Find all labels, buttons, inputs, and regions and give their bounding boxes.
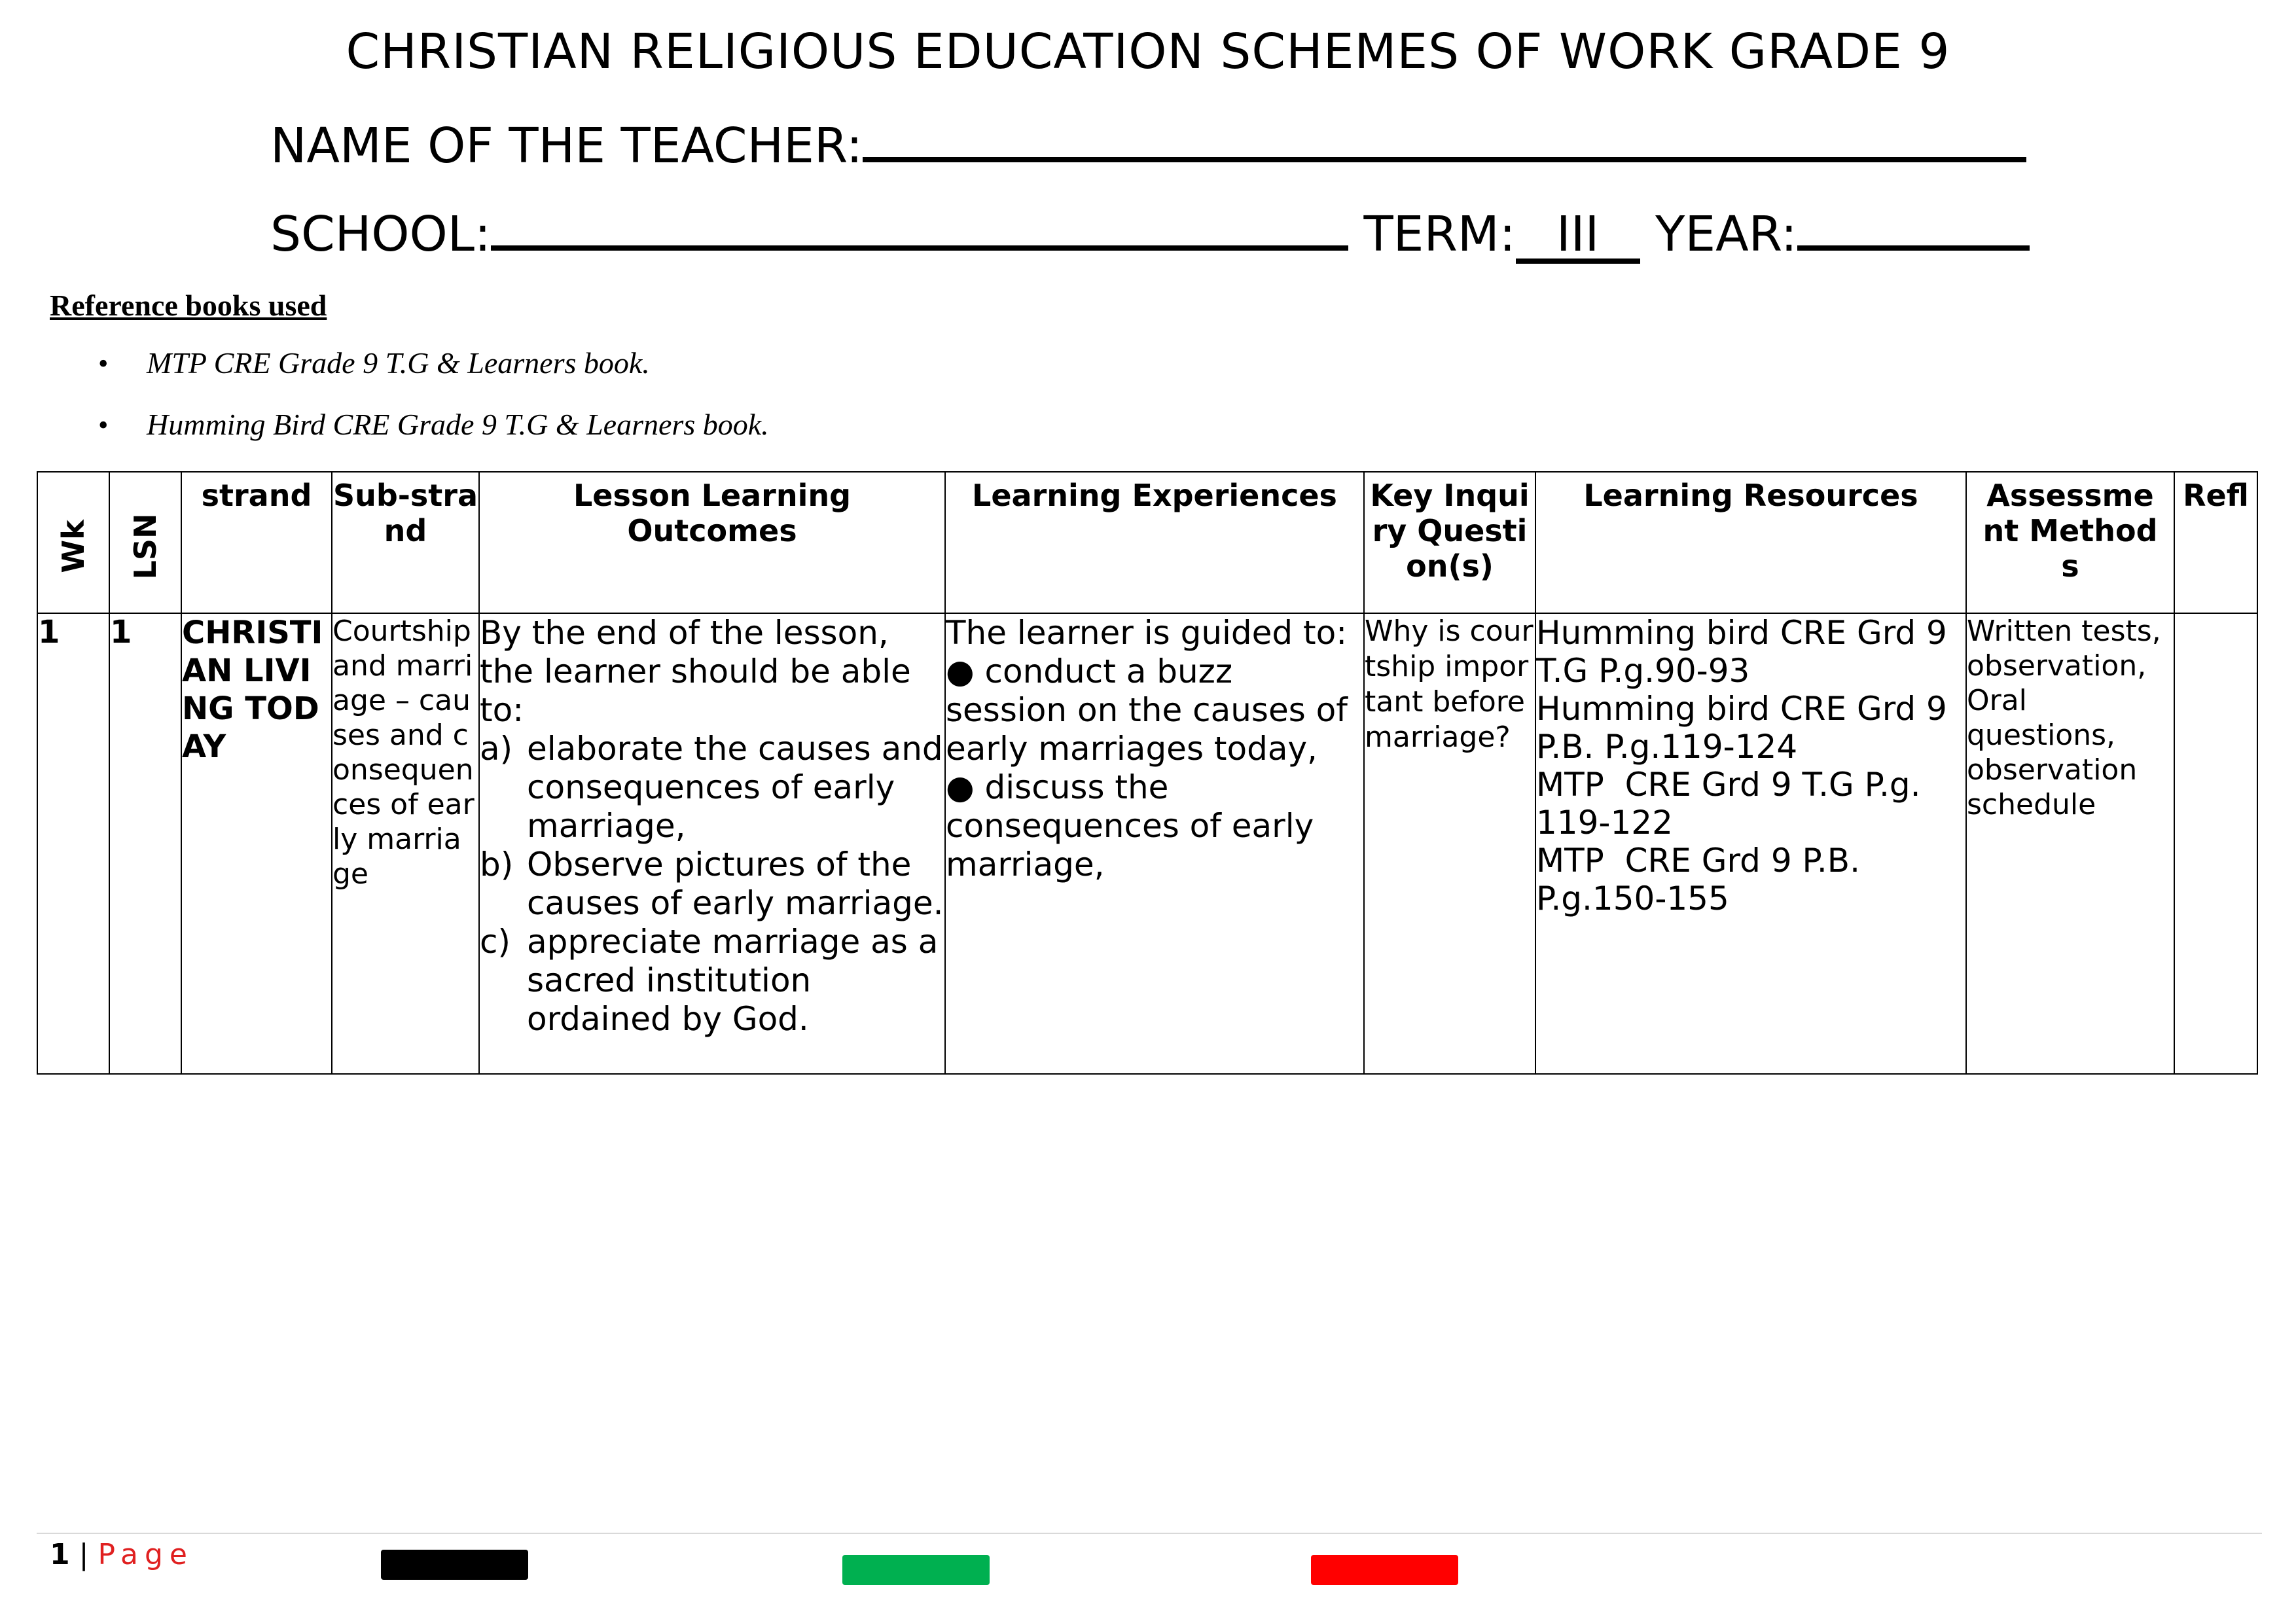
- table-row: [37, 613, 2257, 1074]
- reference-book-text: Humming Bird CRE Grade 9 T.G & Learners book.: [147, 408, 769, 441]
- reference-books-list: [98, 346, 769, 469]
- col-header-reflection: Refl: [2174, 472, 2257, 613]
- reference-book-item: [98, 346, 769, 407]
- teacher-label: NAME OF THE TEACHER:: [270, 118, 863, 174]
- bullet-icon: •: [98, 409, 109, 441]
- outcome-item: c) appreciate marriage as a sacred institution ordained by God.: [480, 923, 939, 1038]
- resource-item: Humming bird CRE Grd 9 P.B. P.g.119-124: [1536, 690, 1947, 766]
- col-header-strand: strand: [181, 472, 332, 613]
- col-header-experiences: Learning Experiences: [945, 472, 1364, 613]
- document-title: CHRISTIAN RELIGIOUS EDUCATION SCHEMES OF WORK GRADE 9: [346, 24, 1950, 80]
- page-label: Page: [98, 1538, 194, 1571]
- year-label: YEAR:: [1655, 206, 1797, 262]
- table-header-row: [37, 472, 2257, 613]
- cell-lesson: 1: [109, 613, 181, 1074]
- year-blank[interactable]: [1797, 198, 2030, 251]
- reference-book-text: MTP CRE Grade 9 T.G & Learners book.: [147, 346, 650, 380]
- reference-book-item: [98, 407, 769, 469]
- col-header-inquiry: Key Inquiry Question(s): [1364, 472, 1535, 613]
- cell-experiences: [945, 613, 1364, 1074]
- cell-outcomes: [479, 613, 945, 1074]
- cell-strand: CHRISTIAN LIVING TODAY: [181, 613, 332, 1074]
- col-header-assessment: Assessment Methods: [1966, 472, 2174, 613]
- cell-inquiry-question: Why is courtship important before marriage?: [1364, 613, 1535, 1074]
- experience-item: ● discuss the consequences of early marriage,: [946, 768, 1314, 883]
- term-label: TERM:: [1363, 206, 1516, 262]
- experience-item: ● conduct a buzz session on the causes of early marriages today,: [946, 652, 1348, 768]
- col-header-week: Wk: [37, 472, 109, 613]
- teacher-name-line: [270, 110, 2026, 174]
- cell-substrand: Courtship and marriage – causes and consequences of early marriage: [332, 613, 479, 1074]
- resource-item: MTP CRE Grd 9 T.G P.g. 119-122: [1536, 766, 1931, 842]
- col-header-outcomes: Lesson Learning Outcomes: [479, 472, 945, 613]
- outcome-item: a) elaborate the causes and consequences of early marriage,: [480, 730, 943, 845]
- term-value: III: [1516, 206, 1640, 264]
- green-color-bar: [842, 1555, 990, 1585]
- bullet-icon: ●: [946, 768, 985, 806]
- red-color-bar: [1311, 1555, 1458, 1585]
- col-header-lesson: LSN: [109, 472, 181, 613]
- col-header-substrand: Sub-strand: [332, 472, 479, 613]
- resource-item: Humming bird CRE Grd 9 T.G P.g.90-93: [1536, 614, 1947, 690]
- black-color-bar: [381, 1550, 528, 1580]
- footer-separator: |: [79, 1538, 89, 1571]
- outcomes-list: [480, 730, 944, 1039]
- bullet-icon: ●: [946, 652, 985, 690]
- page-number: 1: [50, 1538, 70, 1571]
- reference-books-heading: Reference books used: [50, 289, 327, 322]
- resource-item: MTP CRE Grd 9 P.B. P.g.150-155: [1536, 842, 1871, 918]
- cell-week: 1: [37, 613, 109, 1074]
- footer-divider: [37, 1533, 2262, 1534]
- cell-assessment: Written tests, observation, Oral questions, observation schedule: [1966, 613, 2174, 1074]
- outcomes-intro: By the end of the lesson, the learner should be able to:: [480, 614, 911, 729]
- school-term-year-line: [270, 198, 2030, 264]
- cell-reflection[interactable]: [2174, 613, 2257, 1074]
- page-footer: [50, 1538, 194, 1571]
- cell-resources: [1535, 613, 1966, 1074]
- schemes-of-work-table: [37, 471, 2258, 1075]
- school-label: SCHOOL:: [270, 206, 491, 262]
- experiences-intro: The learner is guided to:: [946, 614, 1348, 652]
- col-header-resources: Learning Resources: [1535, 472, 1966, 613]
- outcome-item: b) Observe pictures of the causes of early marriage.: [480, 846, 944, 922]
- teacher-name-blank[interactable]: [863, 110, 2026, 162]
- bullet-icon: •: [98, 348, 109, 380]
- school-name-blank[interactable]: [491, 198, 1348, 251]
